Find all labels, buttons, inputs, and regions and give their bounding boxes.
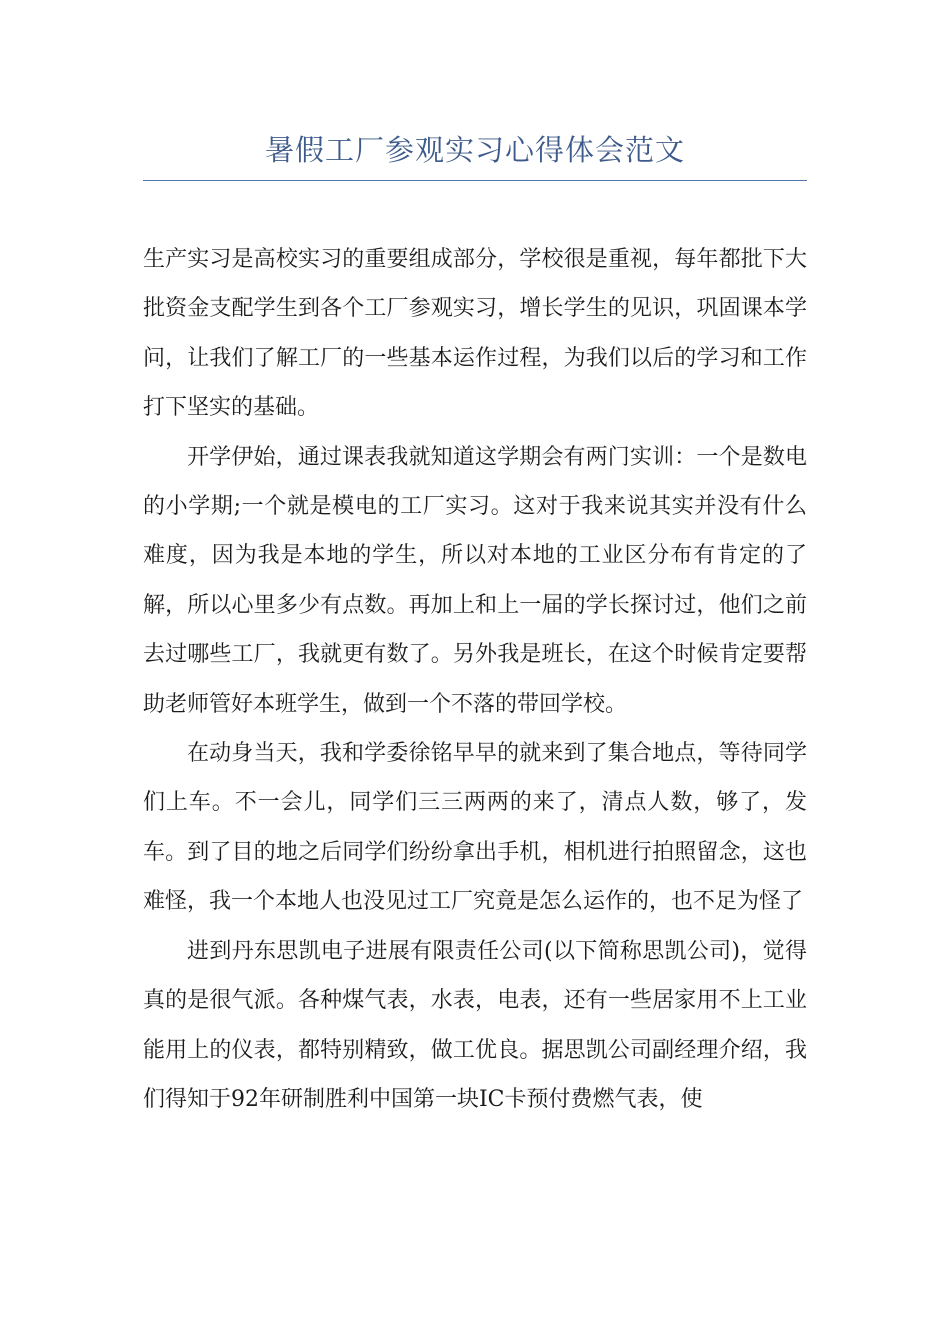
document-body	[143, 235, 807, 1124]
paragraph-2: 开学伊始，通过课表我就知道这学期会有两门实训：一个是数电的小学期;一个就是模电的工厂实习。这对于我来说其实并没有什么难度，因为我是本地的学生，所以对本地的工业区分布有肯定的了解，所以心里多少有点数。再加上和上一届的学长探讨过，他们之前去过哪些工厂，我就更有数了。另外我是班长，在这个时候肯定要帮助老师管好本班学生，做到一个不落的带回学校。	[143, 444, 807, 717]
paragraph-3: 在动身当天，我和学委徐铭早早的就来到了集合地点，等待同学们上车。不一会儿，同学们三三两两的来了，清点人数，够了，发车。到了目的地之后同学们纷纷拿出手机，相机进行拍照留念，这也难怪，我一个本地人也没见过工厂究竟是怎么运作的，也不足为怪了	[143, 741, 807, 915]
document-title: 暑假工厂参观实习心得体会范文	[264, 133, 685, 167]
paragraph-1: 生产实习是高校实习的重要组成部分，学校很是重视，每年都批下大批资金支配学生到各个工厂参观实习，增长学生的见识，巩固课本学问，让我们了解工厂的一些基本运作过程，为我们以后的学习和工作打下坚实的基础。	[143, 247, 807, 421]
title-underline	[143, 180, 807, 181]
paragraph-4: 进到丹东思凯电子进展有限责任公司(以下简称思凯公司)，觉得真的是很气派。各种煤气表，水表，电表，还有一些居家用不上工业能用上的仪表，都特别精致，做工优良。据思凯公司副经理介绍，我们得知于92年研制胜利中国第一块IC卡预付费燃气表，使	[143, 938, 807, 1112]
